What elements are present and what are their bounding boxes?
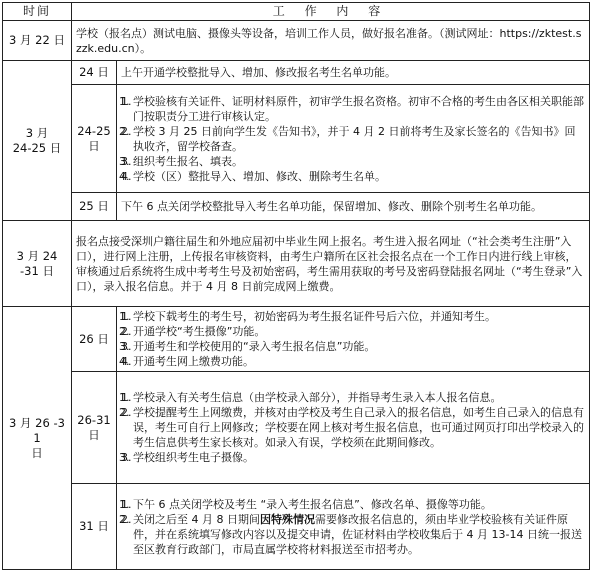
list-item-text: 学校下载考生的考生号，初始密码为考生报名证件号后六位，并通知考生。 — [133, 310, 496, 323]
schedule-table — [2, 2, 590, 570]
content-cell — [117, 307, 590, 372]
content-cell — [117, 372, 590, 484]
date-cell: 3 月 22 日 — [3, 21, 72, 61]
list-item: 1. 1. 学校录入有关考生信息（由学校录入部分），并指导考生录入本人报名信息。 — [133, 390, 585, 405]
row-mar26-31-a — [3, 307, 590, 372]
list-item-text: 下午 6 点关闭学校及考生 “录入考生报名信息”、修改名单、摄像等功能。 — [133, 497, 492, 511]
subdate-cell: 26 日 — [72, 307, 117, 372]
list-item: 1. 1. 学校下载考生的考生号，初始密码为考生报名证件号后六位，并通知考生。 — [133, 309, 585, 324]
row-mar26-31-c — [3, 484, 590, 570]
date-cell — [3, 61, 72, 221]
list-item: 2. 2. 开通学校“考生摄像”功能。 — [133, 324, 585, 339]
header-row — [3, 3, 590, 21]
content-cell: 上午开通学校整批导入、增加、修改报名考生名单功能。 — [117, 61, 590, 85]
list-item: 1. 1. 学校验核有关证件、证明材料原件，初审学生报名资格。初审不合格的考生由各区相关职能部门按职责分工进行审核认定。 — [133, 94, 585, 124]
list-item: 2. 2. 关闭之后至 4 月 8 日期间因特殊情况需要修改报名信息的，须由毕业学校验核有关证件原件，并在系统填写修改内容以及提交申请，佐证材料由学校收集后于 4 月 13-14 日统一报送至区教育行政部门，市局直属学校将材料报送至市招考办。 — [133, 512, 585, 557]
date-line: 24-25 日 — [12, 140, 62, 155]
date-cell — [3, 307, 72, 570]
list-item: 3. 3. 开通考生和学校使用的“录入考生报名信息”功能。 — [133, 339, 585, 354]
content-cell: 下午 6 点关闭学校整批导入考生名单功能，保留增加、修改、删除个别考生名单功能。 — [117, 193, 590, 221]
list-item-text: 关闭之后至 4 月 8 日期间 — [133, 512, 260, 526]
list-item: 2. 2. 学校提醒考生上网缴费，并核对由学校及考生自己录入的报名信息，如考生自己录入的信息有误，考生可自行上网修改；学校要在网上核对考生报名信息，也可通过网页打印出学校录入的考生信息供考生家长核对。如录入有误，学校须在此期间修改。 — [133, 405, 585, 450]
list-item: 3. 3. 学校组织考生电子摄像。 — [133, 450, 585, 465]
subdate-cell: 24 日 — [72, 61, 117, 85]
date-line: -31 日 — [20, 263, 54, 278]
header-time: 时间 — [3, 3, 72, 21]
list-item-text: 需要修改报名信息的，须由毕业学校验核有关证件原件，并在系统填写修改内容以及提交申请，佐证材料由学校收集后于 4 月 13-14 日统一报送至区教育行政部门，市局直属学校将材料报送至市招考办。 — [133, 512, 582, 556]
list-item-text: 学校提醒考生上网缴费，并核对由学校及考生自己录入的报名信息，如考生自己录入的信息有误，考生可自行上网修改；学校要在网上核对考生报名信息，也可通过网页打印出学校录入的考生信息供考生家长核对。如录入有误，学校须在此期间修改。 — [133, 406, 584, 449]
row-mar24-25-b — [3, 85, 590, 193]
list-item: 3. 3. 组织考生报名、填表。 — [133, 154, 585, 169]
list-item: 2. 2. 学校 3 月 25 日前向学生发《告知书》，并于 4 月 2 日前将考生及家长签名的《告知书》回执收齐，留学校备查。 — [133, 124, 585, 154]
list-item: 1. 1. 下午 6 点关闭学校及考生 “录入考生报名信息”、修改名单、摄像等功能。 — [133, 497, 585, 512]
list-item-text: 学校验核有关证件、证明材料原件，初审学生报名资格。初审不合格的考生由各区相关职能部门按职责分工进行审核认定。 — [133, 94, 584, 123]
list-item-text: 学校 3 月 25 日前向学生发《告知书》，并于 4 月 2 日前将考生及家长签名的《告知书》回执收齐，留学校备查。 — [133, 124, 576, 153]
row-mar26-31-b — [3, 372, 590, 484]
date-line: 3 月 — [25, 125, 49, 140]
content-cell — [117, 484, 590, 570]
list-item-text: 开通考生网上缴费功能。 — [133, 355, 254, 368]
list-item: 4. 4. 开通考生网上缴费功能。 — [133, 354, 585, 369]
emphasis-text: 因特殊情况 — [259, 512, 315, 526]
list-item-text: 学校（区）整批导入、增加、修改、删除考生名单。 — [133, 169, 386, 183]
content-cell: 学校（报名点）测试电脑、摄像头等设备，培训工作人员，做好报名准备。（测试网址：https://zktest.szzk.edu.cn）。 — [72, 21, 590, 61]
list-item-text: 开通学校“考生摄像”功能。 — [133, 325, 266, 338]
subdate-cell: 31 日 — [72, 484, 117, 570]
subdate-cell: 25 日 — [72, 193, 117, 221]
subdate-cell: 24-25 日 — [72, 85, 117, 193]
date-line: 3 月 26 -31 — [9, 415, 65, 445]
subdate-line: 日 — [88, 427, 100, 442]
content-cell: 报名点接受深圳户籍往届生和外地应届初中毕业生网上报名。考生进入报名网址（“社会类考生注册”入口），进行网上注册，上传报名审核资料，由考生户籍所在区社会报名点在一个工作日内进行线上审核，审核通过后系统将生成中考考生号及初始密码，考生需用获取的考号及密码登陆报名网址（“考生登录”入口），录入报名信息。并于 4 月 8 日前完成网上缴费。 — [72, 221, 590, 307]
date-cell — [3, 221, 72, 307]
row-mar24-25-c — [3, 193, 590, 221]
date-line: 日 — [31, 445, 43, 460]
row-mar24-25-a — [3, 61, 590, 85]
row-mar22 — [3, 21, 590, 61]
row-mar24-31 — [3, 221, 590, 307]
list-item-text: 学校组织考生电子摄像。 — [133, 451, 254, 464]
list-item: 4. 4. 学校（区）整批导入、增加、修改、删除考生名单。 — [133, 169, 585, 184]
subdate-line: 26-31 — [77, 412, 111, 427]
date-line: 3 月 24 — [16, 248, 58, 263]
subdate-cell — [72, 372, 117, 484]
list-item-text: 开通考生和学校使用的“录入考生报名信息”功能。 — [133, 340, 376, 353]
header-content: 工 作 内 容 — [72, 3, 590, 21]
content-cell — [117, 85, 590, 193]
list-item-text: 组织考生报名、填表。 — [133, 154, 243, 168]
list-item-text: 学校录入有关考生信息（由学校录入部分），并指导考生录入本人报名信息。 — [133, 391, 502, 404]
